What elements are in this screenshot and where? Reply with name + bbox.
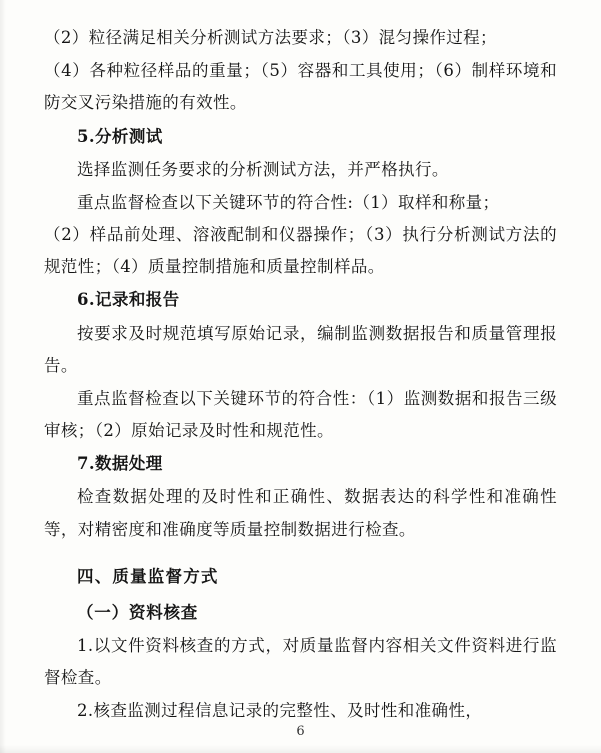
subsection-heading-document-review: （一）资料核查 xyxy=(77,602,199,622)
heading-record-report: 6.记录和报告 xyxy=(77,290,180,310)
paragraph-review-item-1: 1.以文件资料核查的方式，对质量监督内容相关文件资料进行监督检查。 xyxy=(44,636,557,688)
paragraph-review-item-2: 2.核查监测过程信息记录的完整性、及时性和准确性， xyxy=(77,701,483,721)
paragraph-analysis-method: 选择监测任务要求的分析测试方法，并严格执行。 xyxy=(77,159,449,179)
paragraph-record-requirements: 按要求及时规范填写原始记录，编制监测数据报告和质量管理报告。 xyxy=(44,323,557,375)
paragraph-continuation-2: （4）各种粒径样品的重量；（5）容器和工具使用；（6）制样环境和防交叉污染措施的有效性。 xyxy=(44,61,557,113)
document-body xyxy=(44,22,557,728)
page-edge-shadow-left xyxy=(0,0,6,753)
paragraph-record-key-points: 重点监督检查以下关键环节的符合性：（1）监测数据和报告三级审核；（2）原始记录及时性和规范性。 xyxy=(44,388,557,441)
page-number: 6 xyxy=(296,724,305,739)
section-heading-quality-supervision-methods: 四、质量监督方式 xyxy=(77,566,219,586)
paragraph-data-processing-detail: 检查数据处理的及时性和正确性、数据表达的科学性和准确性等，对精密度和准确度等质量控制数据进行检查。 xyxy=(44,487,557,539)
heading-data-processing: 7.数据处理 xyxy=(77,454,163,474)
paragraph-key-points-list: （2）样品前处理、溶液配制和仪器操作；（3）执行分析测试方法的规范性；（4）质量控制措施和质量控制样品。 xyxy=(44,225,557,277)
paragraph-continuation-1: （2）粒径满足相关分析测试方法要求；（3）混匀操作过程； xyxy=(44,28,497,47)
heading-analysis-test: 5.分析测试 xyxy=(77,126,163,146)
paragraph-key-points-intro: 重点监督检查以下关键环节的符合性:（1）取样和称量； xyxy=(77,192,500,212)
page-edge-shadow-bottom xyxy=(0,745,601,753)
section-spacer xyxy=(44,547,557,553)
